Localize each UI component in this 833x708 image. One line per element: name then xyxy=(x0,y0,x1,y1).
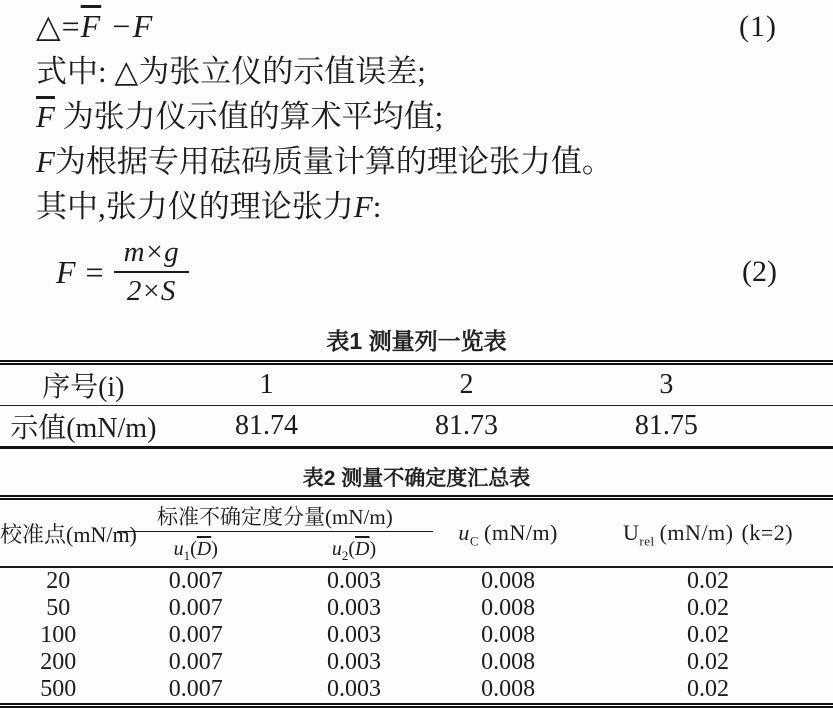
table2-title: 表2 测量不确定度汇总表 xyxy=(302,467,531,490)
uc-sub: C xyxy=(469,533,479,549)
uc-cell: 0.008 xyxy=(481,568,536,594)
equation-1-number: (1) xyxy=(739,10,777,43)
u1-cell: 0.007 xyxy=(168,649,223,675)
table2-row xyxy=(0,649,833,676)
equation-2 xyxy=(36,229,833,315)
spacer-cell xyxy=(766,406,833,448)
u2-close-paren: ) xyxy=(369,537,377,560)
table1-cell: 2 xyxy=(459,369,474,400)
equation-2-fraction xyxy=(114,236,189,309)
table2-col-point: 校准点(mN/m) xyxy=(0,521,137,547)
u1-cell: 0.007 xyxy=(168,622,223,648)
table2-col-span-uncertainty: 标准不确定度分量(mN/m) xyxy=(117,498,434,532)
equation-2-f: F xyxy=(56,253,76,290)
u2-cell: 0.003 xyxy=(327,622,381,648)
explain-line-qizhong xyxy=(36,184,833,229)
uc-cell: 0.008 xyxy=(481,676,536,702)
equation-2-equals: = xyxy=(85,253,104,290)
u2-cell: 0.003 xyxy=(327,568,381,594)
table1-row-label: 示值(mN/m) xyxy=(10,413,157,444)
table1-cell: 81.73 xyxy=(434,410,498,441)
equation-1-f: F xyxy=(132,8,154,44)
urel-cell: 0.02 xyxy=(687,595,730,621)
table1-title: 表1 测量列一览表 xyxy=(326,328,507,354)
qizhong-text: 其中,张力仪的理论张力 xyxy=(36,189,354,224)
table1-cell: 1 xyxy=(259,369,274,400)
equation-1 xyxy=(36,4,833,49)
equation-2-number: (2) xyxy=(742,255,777,288)
table1-header-row xyxy=(0,363,833,406)
u1-open-paren: ( xyxy=(190,537,197,560)
formula-text-block xyxy=(0,4,833,315)
u2-cell: 0.003 xyxy=(327,676,381,702)
uc-cell: 0.008 xyxy=(481,595,536,621)
table2-col-urel xyxy=(583,498,833,568)
urel-cell: 0.02 xyxy=(687,649,730,675)
urel-cell: 0.02 xyxy=(687,568,730,594)
urel-cell: 0.02 xyxy=(687,676,730,702)
table2-row xyxy=(0,622,833,649)
qizhong-colon: : xyxy=(372,189,382,224)
urel-sub: rel xyxy=(639,533,655,549)
spacer-cell xyxy=(766,363,833,406)
u2-sub: 2 xyxy=(341,547,349,563)
cal-point-cell: 100 xyxy=(40,622,77,648)
cal-point-cell: 50 xyxy=(46,595,71,621)
u2-open-paren: ( xyxy=(348,537,356,560)
table1-cell: 81.74 xyxy=(235,410,299,441)
urel-base: U xyxy=(623,520,640,545)
table2-col-uc xyxy=(433,498,583,568)
table2-header xyxy=(0,498,833,568)
equation-1-fbar: $\overline{F}$ xyxy=(80,8,102,44)
table2-col-u1 xyxy=(117,532,275,568)
equation-1-minus: − xyxy=(101,8,133,44)
cal-point-cell: 500 xyxy=(40,676,77,702)
u2-arg-dbar: $\overline{D}$ xyxy=(355,537,370,560)
fbar-text: 为张力仪示值的算术平均值; xyxy=(54,99,444,134)
equation-1-equals: = xyxy=(61,8,81,44)
qizhong-f-symbol: F xyxy=(353,189,373,224)
u2-cell: 0.003 xyxy=(327,649,381,675)
urel-kfactor: (k=2) xyxy=(741,520,794,545)
table1-value-row xyxy=(0,406,833,448)
u2-cell: 0.003 xyxy=(327,595,381,621)
f-theory-text: 为根据专用砝码质量计算的理论张力值。 xyxy=(54,144,613,179)
table2-header-row-1 xyxy=(0,498,833,532)
table2-row xyxy=(0,567,833,595)
uc-unit: (mN/m) xyxy=(484,520,558,545)
table2 xyxy=(0,495,833,708)
urel-unit: (mN/m) xyxy=(659,520,734,545)
u2-base: u xyxy=(331,537,342,560)
equation-2-denominator: 2×S xyxy=(126,275,176,307)
u1-sub: 1 xyxy=(183,547,191,563)
table1-cell: 81.75 xyxy=(634,410,698,441)
explain-line-fbar xyxy=(36,94,833,139)
explain-line-f-theory xyxy=(36,139,833,184)
table2-row xyxy=(0,676,833,706)
u1-cell: 0.007 xyxy=(168,595,223,621)
table1 xyxy=(0,360,833,449)
equation-1-delta: △ xyxy=(36,8,62,44)
uc-cell: 0.008 xyxy=(481,622,536,648)
cal-point-cell: 20 xyxy=(46,568,71,594)
equation-2-numerator: m×g xyxy=(114,236,189,273)
u1-cell: 0.007 xyxy=(168,568,223,594)
f-symbol: F xyxy=(36,144,55,179)
table2-row xyxy=(0,595,833,622)
u1-cell: 0.007 xyxy=(168,676,223,702)
table2-col-u2 xyxy=(275,532,433,568)
table1-cell: 3 xyxy=(659,369,674,400)
fbar-symbol: $\overline{F}$ xyxy=(36,99,55,134)
u1-close-paren: ) xyxy=(211,537,218,560)
explain-line-shizhong: 式中: △为张立仪的示值误差; xyxy=(36,54,426,89)
uc-cell: 0.008 xyxy=(481,649,536,675)
u1-arg-dbar: $\overline{D}$ xyxy=(196,537,212,560)
uc-base: u xyxy=(458,520,470,545)
u1-base: u xyxy=(173,537,184,560)
urel-cell: 0.02 xyxy=(687,622,730,648)
table1-row-label: 序号(i) xyxy=(42,372,125,403)
cal-point-cell: 200 xyxy=(40,649,77,675)
